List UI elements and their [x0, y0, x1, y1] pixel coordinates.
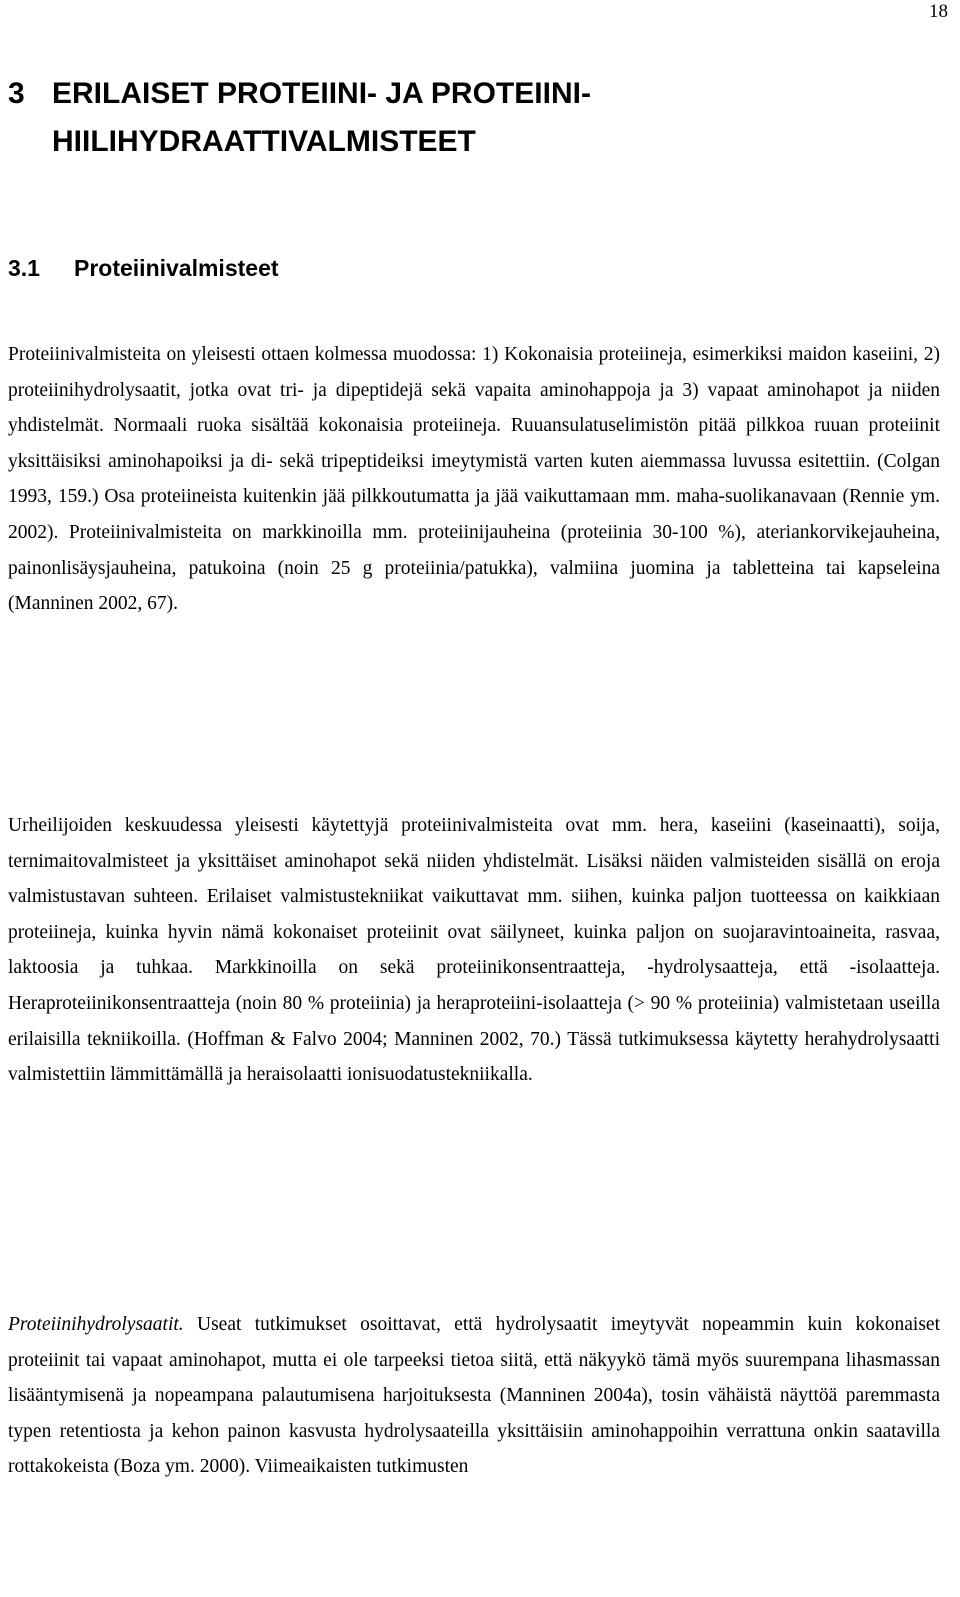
chapter-title: ERILAISET PROTEIINI- JA PROTEIINI-HIILIHYDRAATTIVALMISTEET: [52, 77, 591, 158]
section-heading: [8, 248, 279, 288]
paragraph-hydrolysates: [8, 1307, 940, 1485]
section-number: 3.1: [8, 255, 40, 281]
chapter-number: 3: [8, 77, 25, 110]
paragraph-lead-term: Proteiinihydrolysaatit.: [8, 1314, 184, 1335]
section-title: Proteiinivalmisteet: [74, 255, 279, 281]
page-number: 18: [929, 1, 948, 22]
paragraph-body: Useat tutkimukset osoittavat, että hydrolysaatit imeytyvät nopeammin kuin kokonaiset proteiinit tai vapaat aminohapot, mutta ei ole tarpeeksi tietoa siitä, että näkyykö tämä myös suurempana lihasmassan lisääntymisenä ja nopeampana palautumisena harjoituksesta (Manninen 2004a), tosin vähäistä näyttöä paremmasta typen retentiosta ja kehon painon kasvusta hydrolysaateilla yksittäisiin aminohappoihin verrattuna onkin saatavilla rottakokeista (Boza ym. 2000). Viimeaikaisten tutkimusten: [8, 1314, 940, 1478]
paragraph-athlete-products: Urheilijoiden keskuudessa yleisesti käytettyjä proteiinivalmisteita ovat mm. hera, kaseiini (kaseinaatti), soija, ternimaitovalmisteet ja yksittäiset aminohapot sekä niiden yhdistelmät. Lisäksi näiden valmisteiden sisällä on eroja valmistustavan suhteen. Erilaiset valmistustekniikat vaikuttavat mm. siihen, kuinka paljon tuotteessa on kaikkiaan proteiineja, kuinka hyvin nämä kokonaiset proteiinit ovat säilyneet, kuinka paljon on suojaravintoaineita, rasvaa, laktoosia ja tuhkaa. Markkinoilla on sekä proteiinikonsentraatteja, -hydrolysaatteja, että -isolaatteja. Heraproteiinikonsentraatteja (noin 80 % proteiinia) ja heraproteiini-isolaatteja (> 90 % proteiinia) valmistetaan useilla erilaisilla tekniikoilla. (Hoffman & Falvo 2004; Manninen 2002, 70.) Tässä tutkimuksessa käytetty herahydrolysaatti valmistettiin lämmittämällä ja heraisolaatti ionisuodatustekniikalla.: [8, 815, 940, 1086]
paragraph-protein-forms: Proteiinivalmisteita on yleisesti ottaen kolmessa muodossa: 1) Kokonaisia proteiineja, esimerkiksi maidon kaseiini, 2) proteiinihydrolysaatit, jotka ovat tri- ja dipeptidejä sekä vapaita aminohappoja ja 3) vapaat aminohapot ja niiden yhdistelmät. Normaali ruoka sisältää kokonaisia proteiineja. Ruuansulatuselimistön pitää pilkkoa ruuan proteiinit yksittäisiksi aminohapoiksi ja di- sekä tripeptideiksi imeytymistä varten kuten aiemmassa luvussa esitettiin. (Colgan 1993, 159.) Osa proteiineista kuitenkin jää pilkkoutumatta ja jää vaikuttamaan mm. maha-suolikanavaan (Rennie ym. 2002). Proteiinivalmisteita on markkinoilla mm. proteiinijauheina (proteiinia 30-100 %), ateriankorvikejauheina, painonlisäysjauheina, patukoina (noin 25 g proteiinia/patukka), valmiina juomina ja tabletteina tai kapseleina (Manninen 2002, 67).: [8, 344, 940, 615]
chapter-heading: [8, 70, 908, 166]
